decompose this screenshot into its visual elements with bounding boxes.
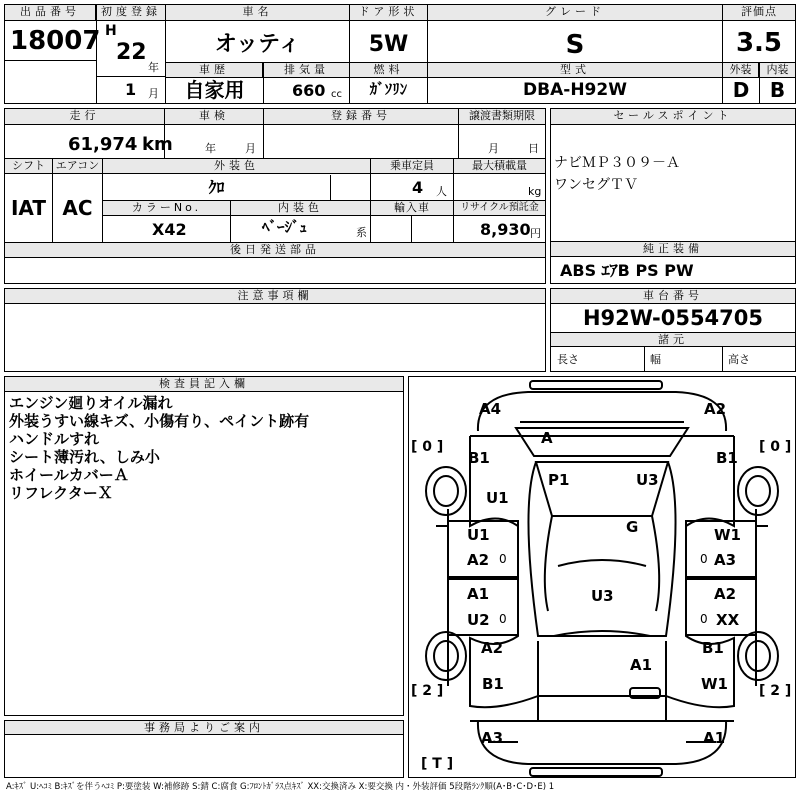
- dmg-b1-rear: B1: [702, 639, 724, 657]
- dims-header: 諸元: [551, 333, 795, 347]
- first-reg-year: 22: [116, 40, 147, 65]
- inspector-line-1: エンジン廻りオイル漏れ: [9, 394, 173, 412]
- transfer-header: 譲渡書類期限: [459, 109, 545, 125]
- recycle-unit: 円: [530, 227, 541, 240]
- inspector-notes: [9, 394, 309, 502]
- inspector-line-5: ホイールカバーＡ: [9, 466, 129, 484]
- dmg-b1-fr: B1: [716, 449, 738, 467]
- door: 5W: [368, 32, 409, 57]
- dmg-a1-rear: A1: [630, 656, 653, 674]
- transfer-month-unit: 月: [488, 142, 499, 155]
- grade-header: グレード: [428, 5, 722, 21]
- dmg-u3-roof: U3: [591, 587, 614, 605]
- sales-points: [554, 152, 680, 196]
- car-name: オッティ: [214, 32, 301, 57]
- chassis-number: H92W-0554705: [582, 306, 764, 330]
- dmg-w1-rr: W1: [701, 675, 728, 693]
- interior-suffix: 系: [356, 226, 367, 239]
- car-diagram: [408, 376, 796, 778]
- color-no: X42: [152, 220, 187, 239]
- shift: IAT: [10, 196, 46, 220]
- color-no-header: カラーNo.: [103, 201, 230, 216]
- dmg-a2-front-right: A2: [704, 400, 727, 418]
- office-header: 事務局よりご案内: [5, 721, 403, 735]
- chassis-header: 車台番号: [551, 289, 795, 304]
- lot-no: 18007: [10, 26, 101, 56]
- score: 3.5: [735, 28, 783, 58]
- displacement: 660: [292, 81, 326, 100]
- max-load-header: 最大積載量: [454, 159, 545, 174]
- ac-header: エアコン: [53, 159, 102, 174]
- inspection-header: 車検: [165, 109, 263, 125]
- inspector-line-3: ハンドルすれ: [9, 430, 100, 448]
- capacity: 4: [412, 178, 424, 197]
- inspection-year-unit: 年: [205, 142, 216, 155]
- model-header: 型式: [428, 63, 722, 78]
- dmg-a2-door: A2: [467, 551, 490, 569]
- dmg-g: G: [626, 518, 639, 536]
- sales-point-box: [550, 108, 796, 284]
- capacity-header: 乗車定員: [371, 159, 453, 174]
- inspector-header: 検査員記入欄: [5, 377, 403, 392]
- usage: 自家用: [184, 78, 245, 102]
- displacement-header: 排気量: [264, 63, 349, 78]
- car-name-header: 車名: [166, 5, 349, 21]
- zero-r2: 0: [700, 612, 708, 626]
- first-reg-month: 1: [125, 80, 137, 99]
- dmg-a1-bumper: A1: [703, 729, 726, 747]
- dmg-a4: A4: [479, 400, 502, 418]
- spare-tire: [ T ]: [421, 756, 454, 772]
- mileage-unit: km: [142, 134, 173, 155]
- inspector-line-2: 外装うすい線キズ、小傷有り、ペイント跡有: [9, 412, 310, 430]
- ext-score: D: [732, 78, 750, 102]
- recycle: 8,930: [480, 220, 531, 239]
- color-header: 外装色: [103, 159, 370, 174]
- dmg-a2-rear: A2: [481, 639, 504, 657]
- int-header: 内装: [760, 63, 795, 78]
- ac: AC: [62, 196, 93, 220]
- height-label: 高さ: [728, 353, 750, 366]
- dmg-a2-rdoor: A2: [714, 585, 737, 603]
- max-load-unit: kg: [528, 185, 542, 198]
- recycle-header: リサイクル預託金: [454, 201, 545, 216]
- lot-no-header: 出品番号: [5, 5, 96, 21]
- caution-header: 注意事項欄: [5, 289, 545, 304]
- ext-header: 外装: [723, 63, 759, 78]
- mileage-header: 走行: [5, 109, 164, 125]
- usage-header: 車歴: [166, 63, 263, 78]
- fuel: ｶﾞｿﾘﾝ: [369, 80, 408, 98]
- grade: S: [565, 30, 585, 60]
- sales-point-header: セールスポイント: [551, 109, 795, 125]
- door-header: ドア形状: [350, 5, 427, 21]
- later-parts-header: 後日発送部品: [5, 243, 545, 258]
- zero-l1: 0: [499, 552, 507, 566]
- sales-point-1: ナビＭＰ３０９－Ａ: [554, 155, 680, 171]
- dmg-xx-rdoor: XX: [716, 611, 740, 629]
- dmg-u3-hood: U3: [636, 471, 659, 489]
- month-unit: 月: [148, 87, 159, 100]
- equipment: ABS ｴｱB PS PW: [560, 261, 694, 280]
- import-header: 輸入車: [371, 201, 453, 216]
- tire-rr: [ 2 ]: [759, 683, 792, 699]
- tire-fr: [ 0 ]: [759, 439, 792, 455]
- zero-l2: 0: [499, 612, 507, 626]
- interior-color-header: 内装色: [231, 201, 370, 216]
- dmg-u1-fender: U1: [486, 489, 509, 507]
- shift-header: シフト: [5, 159, 52, 174]
- interior-color: ﾍﾞｰｼﾞｭ: [262, 218, 308, 236]
- dmg-p1: P1: [548, 471, 570, 489]
- model: DBA-H92W: [523, 80, 627, 100]
- dmg-a1-rdoor: A1: [467, 585, 490, 603]
- year-unit: 年: [148, 61, 159, 74]
- inspection-month-unit: 月: [245, 142, 256, 155]
- tire-rl: [ 2 ]: [411, 683, 444, 699]
- first-reg-header: 初度登録: [97, 5, 165, 21]
- exterior-color: ｸﾛ: [208, 178, 225, 197]
- legend: A:ｷｽﾞ U:ﾍｺﾐ B:ｷｽﾞを伴うﾍｺﾐ P:要塗装 W:補修跡 S:錆 C:腐食 G:ﾌﾛﾝﾄｶﾞﾗｽ点ｷｽﾞ XX:交換済み X:要交換 内・外装評価 5段階ﾗﾝｸ順(A･B･C･D･E) 1: [6, 782, 555, 792]
- capacity-unit: 人: [436, 185, 447, 198]
- int-score: B: [769, 78, 786, 102]
- dmg-b1-fl: B1: [468, 449, 490, 467]
- dmg-u1-door: U1: [467, 526, 490, 544]
- dmg-w1-door: W1: [714, 526, 741, 544]
- width-label: 幅: [650, 353, 661, 366]
- era: H: [105, 23, 117, 39]
- zero-r1: 0: [700, 552, 708, 566]
- tire-fl: [ 0 ]: [411, 439, 444, 455]
- dmg-a-windshield: A: [541, 429, 553, 447]
- displacement-unit: cc: [331, 89, 342, 100]
- reg-no-header: 登録番号: [264, 109, 458, 125]
- inspector-line-4: シート薄汚れ、しみ小: [9, 448, 160, 466]
- length-label: 長さ: [557, 353, 579, 366]
- dmg-u2-rdoor: U2: [467, 611, 490, 629]
- dmg-b1-rl: B1: [482, 675, 504, 693]
- dmg-a3-bumper: A3: [481, 729, 504, 747]
- dmg-a3-door: A3: [714, 551, 737, 569]
- mileage: 61,974: [68, 134, 138, 155]
- fuel-header: 燃料: [350, 63, 427, 78]
- inspector-line-6: リフレクターＸ: [9, 484, 113, 502]
- equipment-header: 純正装備: [551, 242, 795, 257]
- transfer-day-unit: 日: [528, 142, 539, 155]
- score-header: 評価点: [723, 5, 795, 21]
- sales-point-2: ワンセグＴＶ: [554, 177, 638, 193]
